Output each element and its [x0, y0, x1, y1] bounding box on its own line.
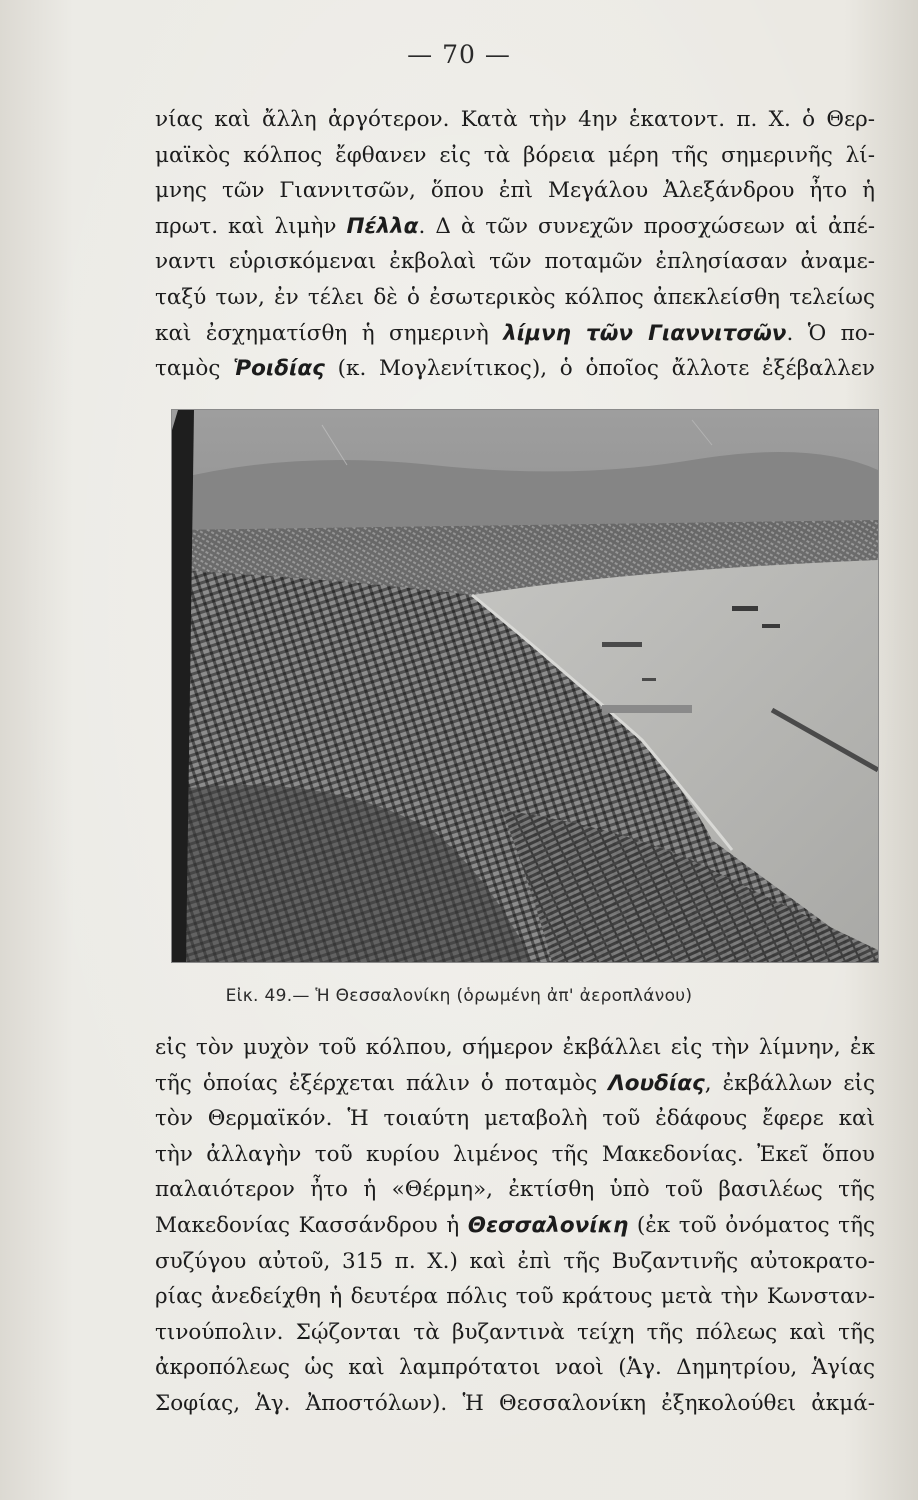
- text-run: καὶ ἐσχηματίσθη ἡ σημερινὴ: [155, 320, 504, 346]
- text-line: τὴν ἀλλαγὴν τοῦ κυρίου λιμένος τῆς Μακεδονίας. Ἐκεῖ ὅπου: [155, 1141, 875, 1167]
- text-line: Σοφίας, Ἁγ. Ἀποστόλων). Ἡ Θεσσαλονίκη ἐξηκολούθει ἀκμά-: [155, 1390, 875, 1416]
- emphasis-thessaloniki: Θεσσαλονίκη: [467, 1212, 629, 1238]
- text-run: τῆς ὁποίας ἐξέρχεται πάλιν ὁ ποταμὸς: [155, 1070, 609, 1096]
- text-run: Μακεδονίας Κασσάνδρου ἡ: [155, 1212, 468, 1238]
- text-line: [155, 351, 875, 387]
- text-run: (ἐκ τοῦ ὀνόματος τῆς: [628, 1212, 875, 1238]
- text-line: τινούπολιν. Σῴζονται τὰ βυζαντινὰ τείχη τῆς πόλεως καὶ τῆς: [155, 1319, 875, 1345]
- text-line: μνης τῶν Γιαννιτσῶν, ὅπου ἐπὶ Μεγάλου Ἀλεξάνδρου ἦτο ἡ: [155, 178, 875, 204]
- text-run: πρωτ. καὶ λιμὴν: [155, 213, 347, 239]
- text-line: [155, 209, 875, 245]
- text-run: . Ὁ πο-: [786, 320, 875, 346]
- text-line: [155, 1208, 875, 1244]
- aerial-photo-drawing: [172, 410, 878, 962]
- text-run: ταμὸς: [155, 356, 234, 382]
- text-run: . Δ ὰ τῶν συνεχῶν προσχώσεων αἱ ἀπέ-: [418, 213, 875, 239]
- text-line: [155, 316, 875, 352]
- emphasis-lake-giannitsa: λίμνη τῶν Γιαννιτσῶν: [503, 320, 787, 346]
- emphasis-pella: Πέλλα: [346, 213, 419, 239]
- text-line: παλαιότερον ἦτο ἡ «Θέρμη», ἐκτίσθη ὑπὸ τοῦ βασιλέως τῆς: [155, 1177, 875, 1203]
- page-number: — 70 —: [407, 40, 511, 69]
- text-run: (κ. Μογλενίτικος), ὁ ὁποῖος ἄλλοτε ἐξέβαλλεν: [324, 356, 875, 382]
- aerial-photo-thessaloniki: [172, 410, 878, 962]
- text-line: εἰς τὸν μυχὸν τοῦ κόλπου, σήμερον ἐκβάλλει εἰς τὴν λίμνην, ἐκ: [155, 1035, 875, 1060]
- text-line: νίας καὶ ἄλλη ἀργότερον. Κατὰ τὴν 4ην ἑκατοντ. π. Χ. ὁ Θερ-: [155, 107, 875, 132]
- emphasis-roidias: Ῥοιδίας: [233, 356, 325, 382]
- text-line: ἀκροπόλεως ὡς καὶ λαμπρότατοι ναοὶ (Ἁγ. Δημητρίου, Ἁγίας: [155, 1355, 875, 1381]
- text-line: συζύγου αὐτοῦ, 315 π. Χ.) καὶ ἐπὶ τῆς Βυζαντινῆς αὐτοκρατο-: [155, 1248, 875, 1274]
- figure-caption: Εἰκ. 49.— Ἡ Θεσσαλονίκη (ὁρωμένη ἀπ' ἀεροπλάνου): [225, 986, 693, 1006]
- bottom-paragraph: [155, 1030, 875, 1422]
- text-run: , ἐκβάλλων εἰς: [704, 1070, 875, 1096]
- text-line: ρίας ἀνεδείχθη ἡ δευτέρα πόλις τοῦ κράτους μετὰ τὴν Κωνσταν-: [155, 1284, 875, 1310]
- text-line: τὸν Θερμαϊκόν. Ἡ τοιαύτη μεταβολὴ τοῦ ἐδάφους ἔφερε καὶ: [155, 1106, 875, 1132]
- text-line: ναντι εὑρισκόμεναι ἐκβολαὶ τῶν ποταμῶν ἐπλησίασαν ἀναμε-: [155, 249, 875, 275]
- emphasis-loudias: Λουδίας: [608, 1070, 705, 1096]
- text-line: μαϊκὸς κόλπος ἔφθανεν εἰς τὰ βόρεια μέρη τῆς σημερινῆς λί-: [155, 142, 875, 168]
- text-line: [155, 1066, 875, 1102]
- top-paragraph: [155, 102, 875, 387]
- text-line: ταξύ των, ἐν τέλει δὲ ὁ ἐσωτερικὸς κόλπος ἀπεκλείσθη τελείως: [155, 284, 875, 310]
